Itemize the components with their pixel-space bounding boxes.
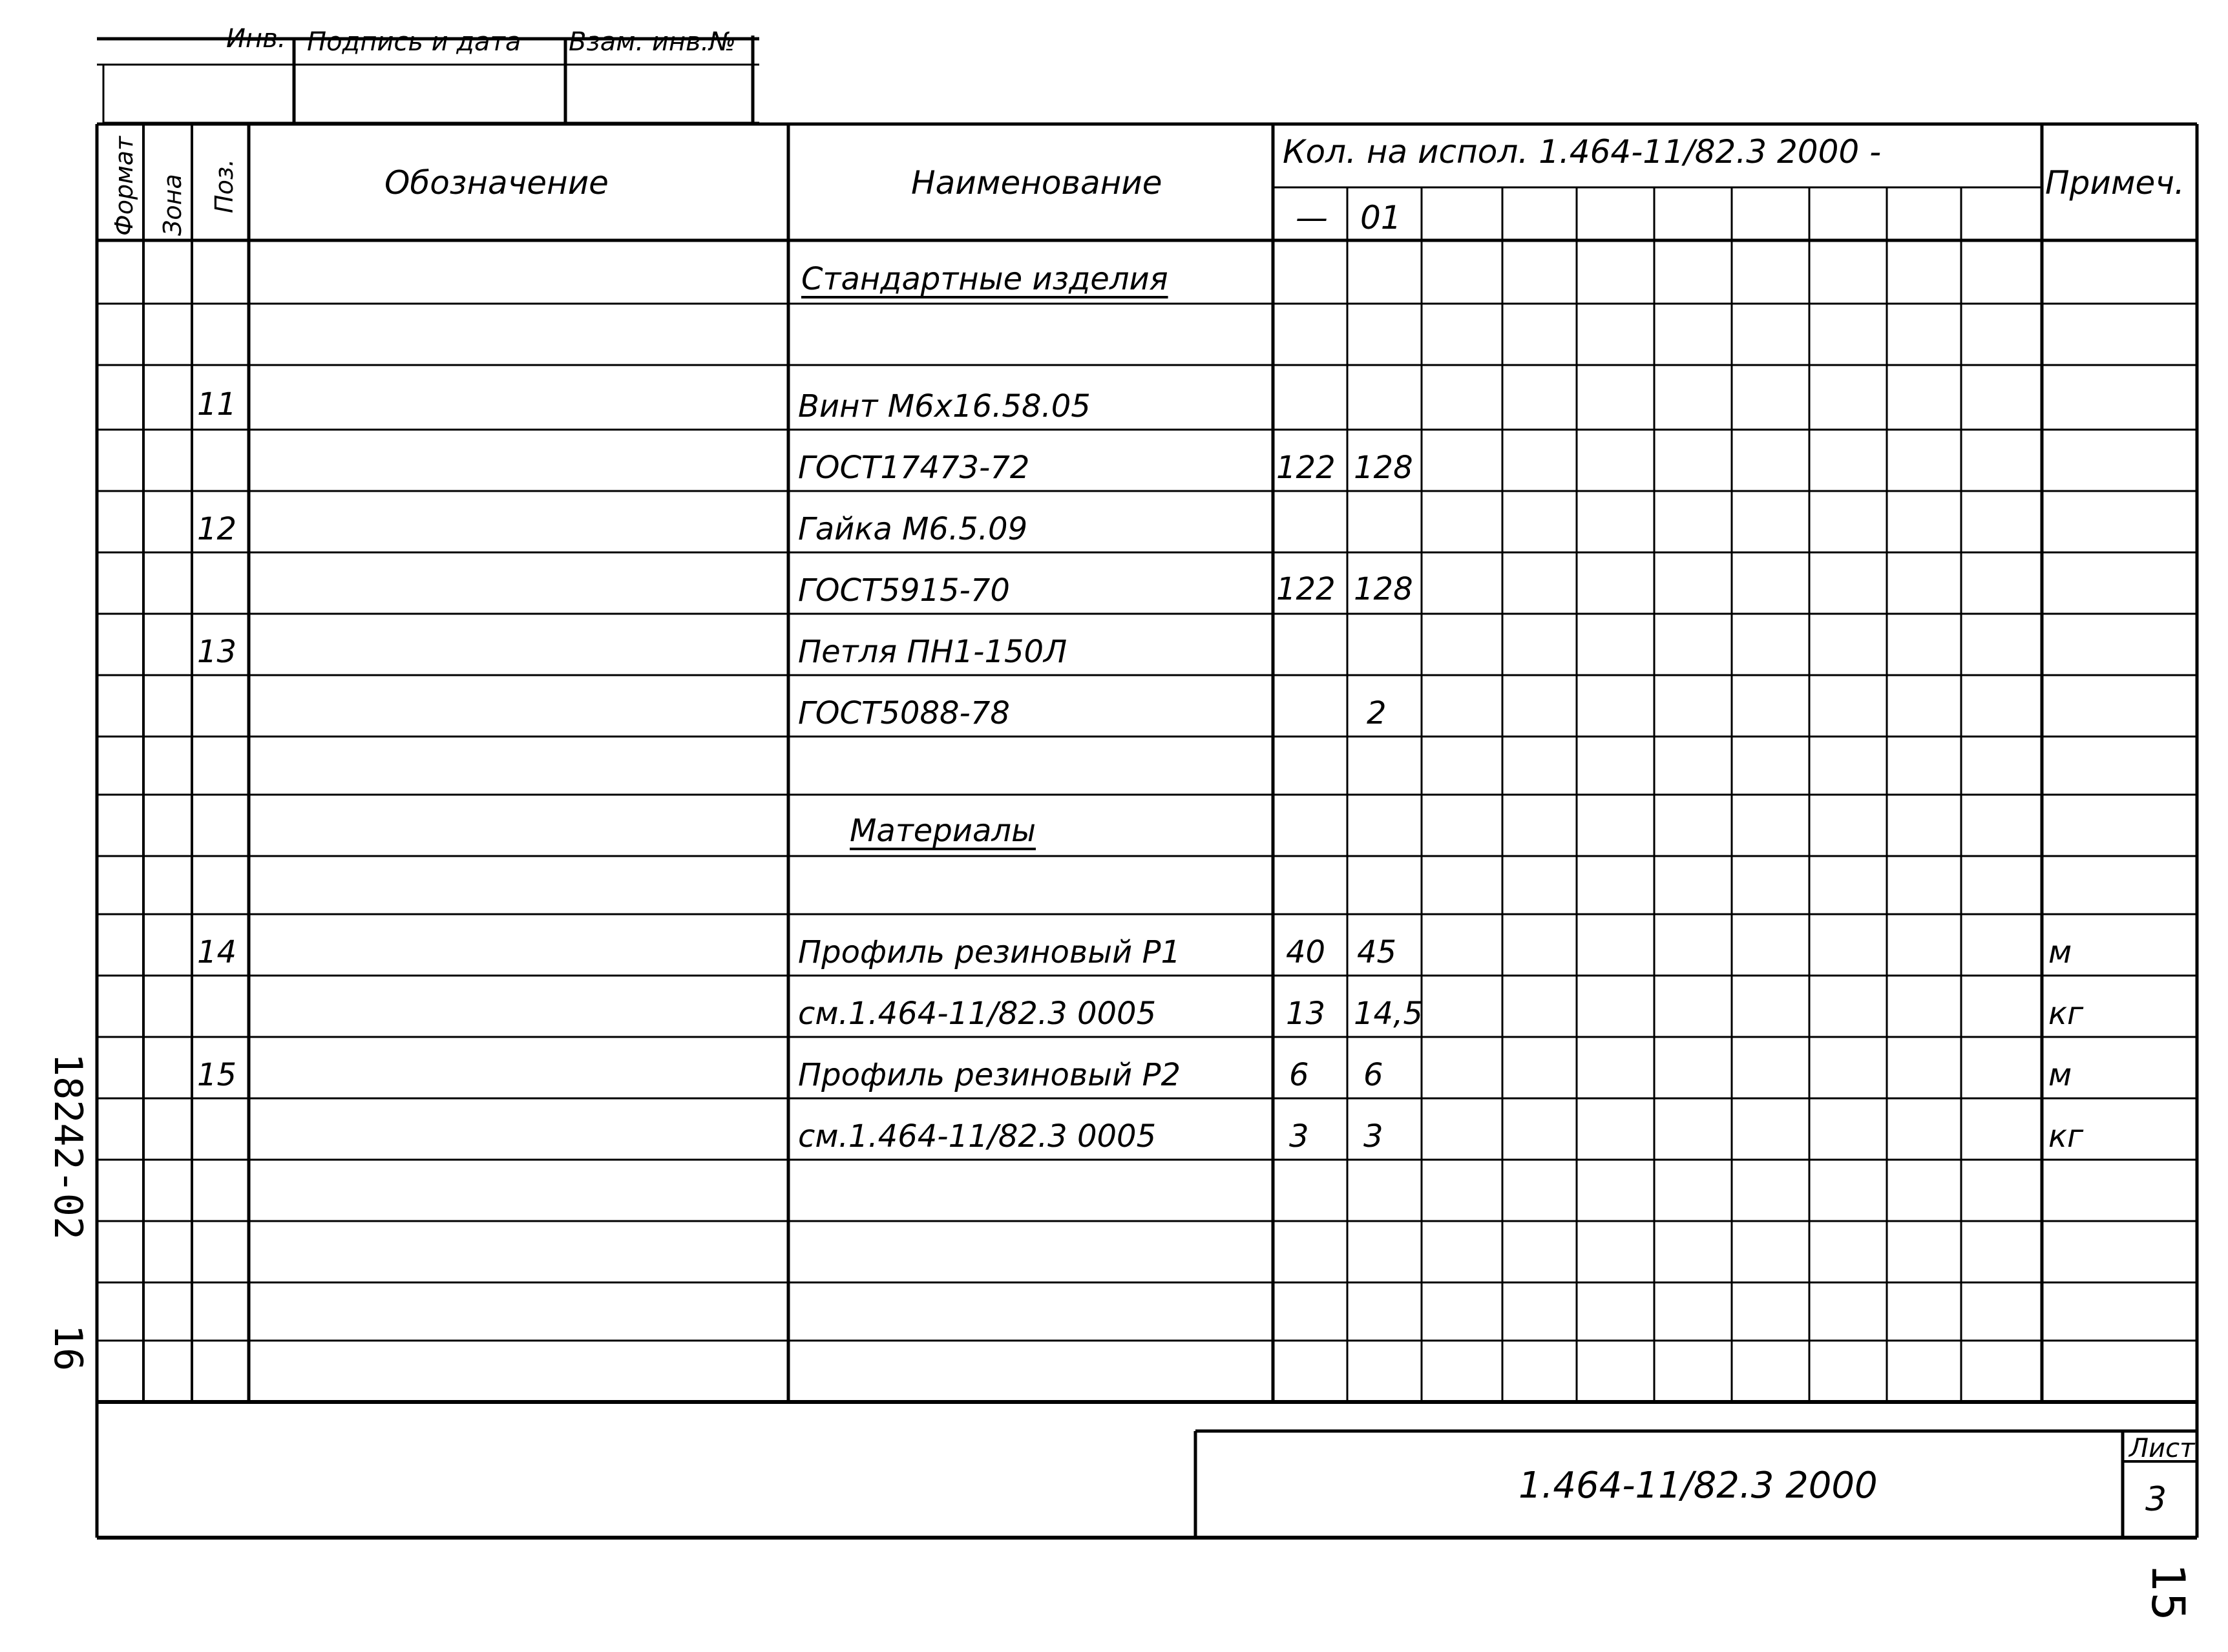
row-pos: 12	[197, 511, 237, 547]
row-name: Гайка М6.5.09	[798, 511, 1028, 547]
header-qty-variant-01: 01	[1360, 199, 1402, 236]
row-qty-01: 2	[1367, 695, 1387, 731]
stamp-sign-date: Подпись и дата	[307, 27, 521, 57]
header-format: Формат	[110, 136, 138, 236]
document-code: 1.464-11/82.3 2000	[1519, 1465, 1878, 1507]
row-name: см.1.464-11/82.3 0005	[798, 996, 1157, 1032]
stamp-replace-inv: Взам. инв.№	[569, 27, 736, 57]
header-pos: Поз.	[210, 158, 238, 213]
row-qty-base: 122	[1276, 450, 1336, 486]
row-pos: 13	[197, 634, 237, 670]
inventory-number: 18242-02	[45, 1053, 90, 1240]
page-number: 15	[2141, 1563, 2194, 1622]
row-pos: 11	[197, 386, 237, 423]
header-name: Наименование	[911, 164, 1162, 202]
row-qty-01: 3	[1363, 1118, 1383, 1155]
header-qty-variant-base: —	[1296, 199, 1328, 236]
header-designation: Обозначение	[384, 164, 609, 202]
row-qty-base: 6	[1289, 1057, 1309, 1093]
sheet-number: 3	[2145, 1480, 2167, 1519]
row-name: ГОСТ5915-70	[798, 572, 1010, 609]
row-note: м	[2048, 1057, 2072, 1093]
row-name: Профиль резиновый Р2	[798, 1057, 1181, 1093]
margin-extra: 16	[45, 1324, 90, 1372]
row-qty-01: 14,5	[1354, 996, 1423, 1032]
stamp-cut-label: Инв.	[226, 24, 286, 54]
row-note: кг	[2048, 996, 2084, 1032]
row-qty-base: 40	[1286, 934, 1326, 970]
row-name: ГОСТ17473-72	[798, 450, 1030, 486]
row-qty-base: 122	[1276, 571, 1336, 607]
row-qty-01: 128	[1354, 450, 1413, 486]
section-heading-materials: Материалы	[850, 813, 1036, 849]
row-qty-01: 128	[1354, 571, 1413, 607]
row-pos: 14	[197, 934, 237, 970]
row-name: Петля ПН1-150Л	[798, 634, 1067, 670]
row-name: ГОСТ5088-78	[798, 695, 1010, 731]
section-heading-standard: Стандартные изделия	[801, 261, 1168, 297]
row-note: кг	[2048, 1118, 2084, 1155]
sheet-label: Лист	[2129, 1434, 2195, 1463]
row-qty-base: 13	[1286, 996, 1326, 1032]
row-name: Профиль резиновый Р1	[798, 934, 1181, 970]
header-zone: Зона	[158, 174, 187, 236]
row-pos: 15	[197, 1057, 237, 1093]
header-qty-title: Кол. на испол. 1.464-11/82.3 2000 -	[1283, 133, 1882, 171]
row-name: Винт М6х16.58.05	[798, 388, 1091, 424]
row-note: м	[2048, 934, 2072, 970]
row-qty-01: 45	[1357, 934, 1397, 970]
header-note: Примеч.	[2045, 164, 2185, 202]
row-name: см.1.464-11/82.3 0005	[798, 1118, 1157, 1155]
row-qty-01: 6	[1363, 1057, 1383, 1093]
row-qty-base: 3	[1289, 1118, 1309, 1155]
